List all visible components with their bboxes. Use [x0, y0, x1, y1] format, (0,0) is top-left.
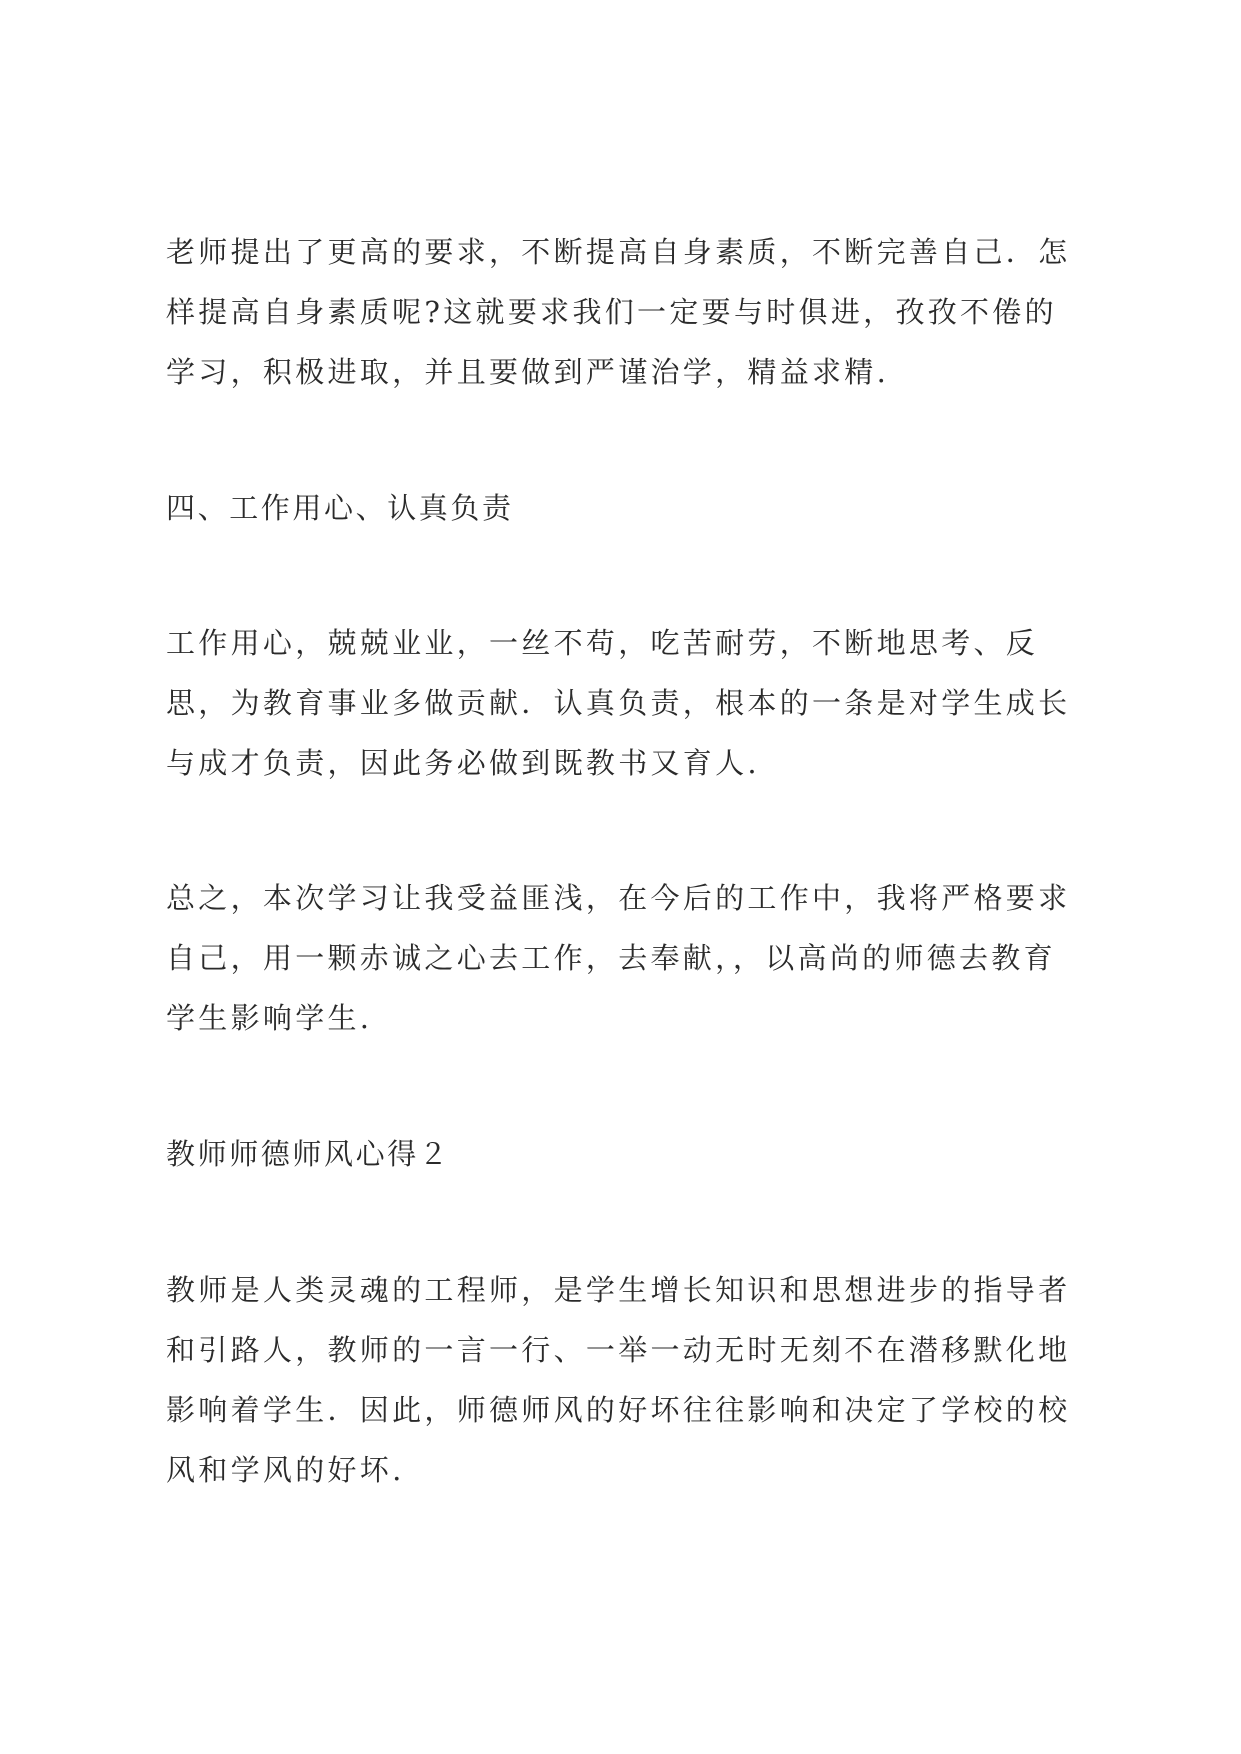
paragraph-6-line-4: 风和学风的好坏.: [166, 1453, 405, 1487]
paragraph-6-line-3: 影响着学生．因此，师德师风的好坏往往影响和决定了学校的校: [166, 1393, 1071, 1427]
paragraph-4-line-2: 自己，用一颗赤诚之心去工作，去奉献，，以高尚的师德去教育: [166, 941, 1056, 975]
paragraph-4-line-1: 总之，本次学习让我受益匪浅，在今后的工作中，我将严格要求: [166, 881, 1071, 915]
paragraph-1-line-2: 样提高自身素质呢?这就要求我们一定要与时俱进，孜孜不倦的: [166, 295, 1057, 329]
paragraph-6-line-1: 教师是人类灵魂的工程师，是学生增长知识和思想进步的指导者: [166, 1273, 1071, 1307]
paragraph-1-line-1: 老师提出了更高的要求，不断提高自身素质，不断完善自己．怎: [166, 235, 1071, 269]
paragraph-3-line-3: 与成才负责，因此务必做到既教书又育人.: [166, 746, 760, 780]
essay-title-2: 教师师德师风心得２: [166, 1137, 451, 1171]
paragraph-3-line-2: 思，为教育事业多做贡献．认真负责，根本的一条是对学生成长: [166, 686, 1071, 720]
paragraph-3-line-1: 工作用心，兢兢业业，一丝不苟，吃苦耐劳，不断地思考、反: [166, 626, 1039, 660]
paragraph-1-line-3: 学习，积极进取，并且要做到严谨治学，精益求精.: [166, 355, 890, 389]
section-heading-4: 四、工作用心、认真负责: [166, 491, 514, 525]
paragraph-6-line-2: 和引路人，教师的一言一行、一举一动无时无刻不在潜移默化地: [166, 1333, 1071, 1367]
paragraph-4-line-3: 学生影响学生.: [166, 1001, 373, 1035]
